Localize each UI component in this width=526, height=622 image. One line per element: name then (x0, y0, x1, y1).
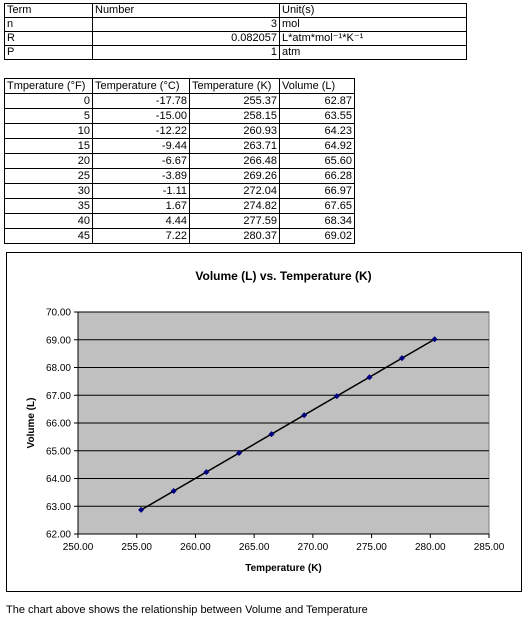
chart-area[interactable] (6, 252, 522, 592)
y-axis-label: Volume (L) (26, 397, 37, 449)
kelvin-cell[interactable]: 266.48 (190, 154, 280, 169)
volume-cell[interactable]: 62.87 (280, 94, 355, 109)
y-tick-label: 69.00 (45, 335, 71, 347)
x-tick-label: 255.00 (121, 542, 153, 553)
volume-cell[interactable]: 64.23 (280, 124, 355, 139)
volume-cell[interactable]: 65.60 (280, 154, 355, 169)
y-tick-label: 62.00 (45, 529, 71, 541)
x-tick-label: 260.00 (180, 542, 211, 553)
fahrenheit-cell[interactable]: 45 (5, 229, 93, 244)
table-row (5, 154, 355, 169)
chart-title: Volume (L) vs. Temperature (K) (195, 269, 372, 283)
header-cell[interactable]: Temperature (K) (190, 79, 280, 94)
table-row (5, 214, 355, 229)
kelvin-cell[interactable]: 255.37 (190, 94, 280, 109)
volume-temperature-chart (7, 253, 521, 591)
fahrenheit-cell[interactable]: 25 (5, 169, 93, 184)
header-cell[interactable]: Number (93, 4, 280, 18)
table-row (5, 18, 467, 32)
table-row (5, 199, 355, 214)
chart-caption: The chart above shows the relationship between Volume and Temperature (6, 604, 368, 616)
table-row (5, 109, 355, 124)
celsius-cell[interactable]: -9.44 (93, 139, 190, 154)
y-tick-label: 66.00 (45, 418, 71, 430)
term-cell[interactable]: P (5, 46, 93, 60)
x-tick-label: 265.00 (238, 542, 270, 553)
celsius-cell[interactable]: -1.11 (93, 184, 190, 199)
kelvin-cell[interactable]: 269.26 (190, 169, 280, 184)
header-cell[interactable]: Temperature (°C) (93, 79, 190, 94)
fahrenheit-cell[interactable]: 35 (5, 199, 93, 214)
table-row (5, 139, 355, 154)
header-cell[interactable]: Volume (L) (280, 79, 355, 94)
celsius-cell[interactable]: -12.22 (93, 124, 190, 139)
fahrenheit-cell[interactable]: 5 (5, 109, 93, 124)
temperature-header-row (5, 79, 355, 94)
y-tick-label: 65.00 (45, 446, 71, 458)
x-tick-label: 280.00 (414, 542, 446, 553)
y-tick-label: 64.00 (45, 474, 71, 485)
volume-cell[interactable]: 66.28 (280, 169, 355, 184)
x-tick-label: 275.00 (356, 542, 387, 553)
constants-table (4, 3, 467, 60)
fahrenheit-cell[interactable]: 0 (5, 94, 93, 109)
celsius-cell[interactable]: -17.78 (93, 94, 190, 109)
header-cell[interactable]: Unit(s) (280, 4, 467, 18)
table-row (5, 46, 467, 60)
table-row (5, 169, 355, 184)
table-row (5, 229, 355, 244)
fahrenheit-cell[interactable]: 10 (5, 124, 93, 139)
fahrenheit-cell[interactable]: 20 (5, 154, 93, 169)
constants-header-row (5, 4, 467, 18)
celsius-cell[interactable]: 1.67 (93, 199, 190, 214)
volume-cell[interactable]: 63.55 (280, 109, 355, 124)
fahrenheit-cell[interactable]: 40 (5, 214, 93, 229)
y-tick-label: 63.00 (45, 501, 71, 513)
celsius-cell[interactable]: -3.89 (93, 169, 190, 184)
temperature-table (4, 78, 355, 244)
volume-cell[interactable]: 67.65 (280, 199, 355, 214)
fahrenheit-cell[interactable]: 30 (5, 184, 93, 199)
number-cell[interactable]: 1 (93, 46, 280, 60)
volume-cell[interactable]: 69.02 (280, 229, 355, 244)
x-tick-label: 285.00 (473, 542, 505, 553)
x-tick-label: 270.00 (297, 542, 329, 553)
unit-cell[interactable]: atm (280, 46, 467, 60)
volume-cell[interactable]: 64.92 (280, 139, 355, 154)
header-cell[interactable]: Tmperature (°F) (5, 79, 93, 94)
celsius-cell[interactable]: 7.22 (93, 229, 190, 244)
celsius-cell[interactable]: -15.00 (93, 109, 190, 124)
kelvin-cell[interactable]: 260.93 (190, 124, 280, 139)
kelvin-cell[interactable]: 274.82 (190, 199, 280, 214)
table-row (5, 94, 355, 109)
term-cell[interactable]: R (5, 32, 93, 46)
fahrenheit-cell[interactable]: 15 (5, 139, 93, 154)
celsius-cell[interactable]: -6.67 (93, 154, 190, 169)
table-row (5, 32, 467, 46)
unit-cell[interactable]: L*atm*mol⁻¹*K⁻¹ (280, 32, 467, 46)
kelvin-cell[interactable]: 272.04 (190, 184, 280, 199)
y-tick-label: 68.00 (45, 363, 71, 374)
y-tick-label: 67.00 (45, 390, 71, 402)
kelvin-cell[interactable]: 277.59 (190, 214, 280, 229)
x-axis-label: Temperature (K) (245, 563, 322, 574)
kelvin-cell[interactable]: 280.37 (190, 229, 280, 244)
unit-cell[interactable]: mol (280, 18, 467, 32)
y-tick-label: 70.00 (45, 307, 71, 319)
kelvin-cell[interactable]: 263.71 (190, 139, 280, 154)
number-cell[interactable]: 3 (93, 18, 280, 32)
table-row (5, 184, 355, 199)
number-cell[interactable]: 0.082057 (93, 32, 280, 46)
term-cell[interactable]: n (5, 18, 93, 32)
volume-cell[interactable]: 68.34 (280, 214, 355, 229)
table-row (5, 124, 355, 139)
x-tick-label: 250.00 (62, 542, 94, 553)
header-cell[interactable]: Term (5, 4, 93, 18)
volume-cell[interactable]: 66.97 (280, 184, 355, 199)
celsius-cell[interactable]: 4.44 (93, 214, 190, 229)
kelvin-cell[interactable]: 258.15 (190, 109, 280, 124)
